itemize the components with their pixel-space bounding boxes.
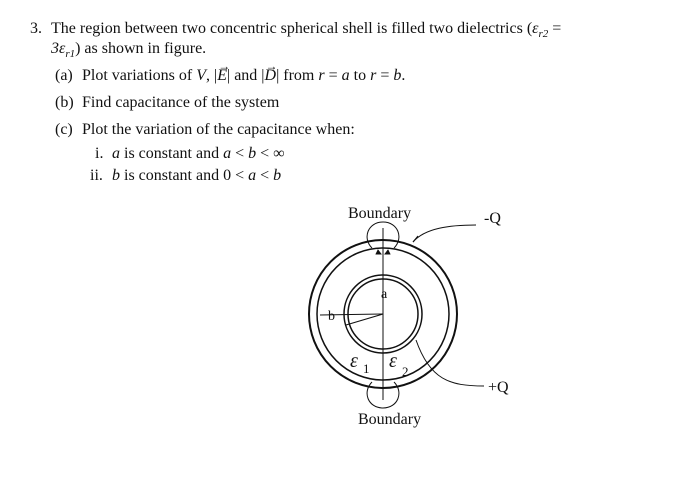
symbol-a: a bbox=[112, 145, 120, 162]
symbol-b: b bbox=[112, 167, 120, 184]
part-a-eq: = bbox=[324, 67, 342, 84]
symbol-a: a bbox=[248, 167, 257, 184]
intro-text: The region between two concentric spherical shell is filled two dielectrics ( bbox=[51, 20, 533, 37]
boundary-bottom-label: Boundary bbox=[358, 411, 422, 428]
symbol-a: a bbox=[223, 145, 232, 162]
intro-sub-r2: r2 bbox=[538, 28, 549, 41]
part-a-label: (a) bbox=[55, 67, 73, 84]
symbol-r: r bbox=[370, 67, 377, 84]
top-brace-right-arrow bbox=[385, 252, 389, 254]
intro-3eps: 3ε bbox=[51, 40, 66, 57]
sub-i-mid: is constant and bbox=[120, 145, 224, 162]
sub-i-lt: < bbox=[231, 145, 249, 162]
radius-a-line bbox=[346, 314, 383, 325]
part-a-comma: , | bbox=[206, 67, 218, 84]
symbol-b: b bbox=[273, 167, 282, 184]
vector-D: → D bbox=[265, 66, 277, 86]
intro-tail: ) as shown in figure. bbox=[75, 40, 207, 57]
epsilon-1-subscript: 1 bbox=[363, 361, 370, 376]
part-b-label: (b) bbox=[55, 94, 74, 111]
epsilon-2-subscript: 2 bbox=[402, 364, 409, 379]
part-b-text: Find capacitance of the system bbox=[82, 94, 280, 111]
boundary-top-label: Boundary bbox=[348, 205, 412, 222]
radius-a-label: a bbox=[381, 287, 388, 302]
sub-ii-label: ii. bbox=[90, 167, 103, 184]
part-a-and: | and | bbox=[226, 67, 265, 84]
part-a-eq: = bbox=[376, 67, 394, 84]
symbol-b: b bbox=[248, 145, 257, 162]
pos-charge-label: +Q bbox=[488, 379, 509, 396]
part-a-to: to bbox=[349, 67, 371, 84]
sub-ii-mid: is constant and 0 < bbox=[120, 167, 249, 184]
neg-charge-lead bbox=[413, 225, 476, 242]
intro-epsilon: ε bbox=[532, 20, 539, 37]
sub-i-infinity: < ∞ bbox=[256, 145, 285, 162]
radius-b-label: b bbox=[328, 309, 335, 324]
top-brace-left-arrow bbox=[377, 252, 381, 254]
intro-sub-r1: r1 bbox=[65, 48, 76, 61]
part-a-end: . bbox=[401, 67, 406, 84]
epsilon-1-symbol: ε bbox=[350, 350, 358, 372]
part-c-text: Plot the variation of the capacitance when: bbox=[82, 121, 355, 138]
question-number: 3. bbox=[30, 20, 42, 37]
symbol-b: b bbox=[393, 67, 402, 84]
vector-E: → E bbox=[217, 66, 227, 86]
neg-charge-label: -Q bbox=[484, 210, 501, 227]
sub-ii-lt: < bbox=[256, 167, 274, 184]
part-a-prefix: Plot variations of bbox=[82, 67, 197, 84]
neg-charge-arrow bbox=[413, 236, 418, 242]
symbol-V: V bbox=[196, 67, 206, 84]
sub-i-label: i. bbox=[95, 145, 104, 162]
part-a-from: | from bbox=[276, 67, 319, 84]
intro-equals: = bbox=[548, 20, 562, 37]
part-c-label: (c) bbox=[55, 121, 73, 138]
symbol-r: r bbox=[318, 67, 325, 84]
symbol-a: a bbox=[341, 67, 350, 84]
epsilon-2-symbol: ε bbox=[389, 350, 397, 372]
